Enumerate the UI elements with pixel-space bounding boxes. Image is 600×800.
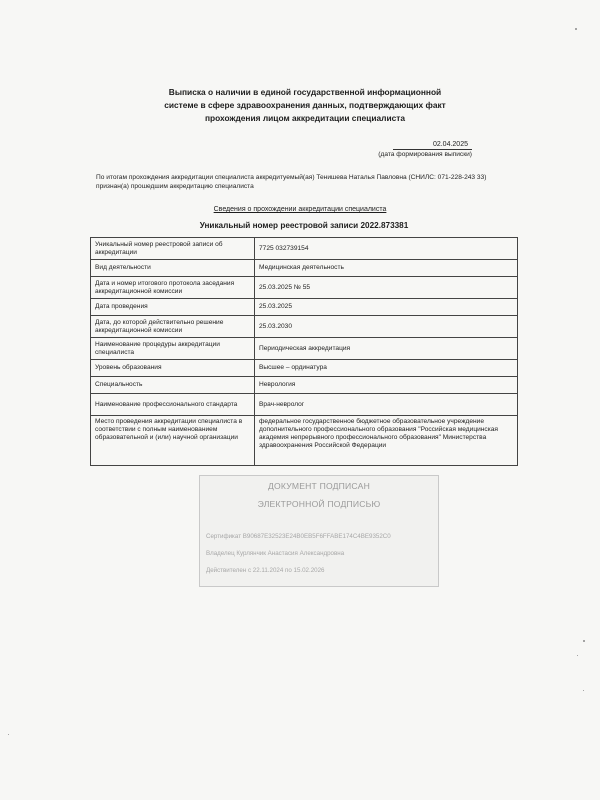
stamp-validity: Действителен с 22.11.2024 по 15.02.2026 — [206, 567, 325, 574]
table-row — [91, 238, 518, 260]
formation-date: 02.04.2025 — [393, 141, 472, 150]
row-label: Специальность — [91, 377, 255, 394]
row-label: Дата проведения — [91, 299, 255, 316]
title-line: Выписка о наличии в единой государственной информационной — [168, 87, 442, 97]
scan-speck — [575, 28, 577, 30]
stamp-subheading: ЭЛЕКТРОННОЙ ПОДПИСЬЮ — [257, 499, 381, 509]
scan-speck — [583, 690, 584, 691]
row-value: 7725 032739154 — [255, 238, 518, 260]
table-row — [91, 416, 518, 466]
scan-speck — [8, 734, 9, 735]
document-title — [140, 86, 470, 125]
row-value: 25.03.2025 № 55 — [255, 277, 518, 299]
formation-date-block — [322, 141, 472, 158]
title-line: прохождения лицом аккредитации специалиста — [204, 113, 406, 123]
title-line: системе в сфере здравоохранения данных, подтверждающих факт — [164, 100, 446, 110]
row-value: Периодическая аккредитация — [255, 338, 518, 360]
row-label: Дата и номер итогового протокола заседания аккредитационной комиссии — [91, 277, 255, 299]
table-row — [91, 360, 518, 377]
row-label: Уникальный номер реестровой записи об аккредитации — [91, 238, 255, 260]
table-row — [91, 377, 518, 394]
scan-speck — [583, 640, 585, 642]
row-value: Неврология — [255, 377, 518, 394]
formation-date-caption: (дата формирования выписки) — [378, 151, 472, 158]
row-label: Дата, до которой действительно решение аккредитационной комиссии — [91, 316, 255, 338]
stamp-certificate: Сертификат B90687E32523E24B0EB5F6FFABE174C4BE9352C0 — [206, 533, 391, 540]
record-number-heading: Уникальный номер реестровой записи 2022.873381 — [199, 221, 409, 230]
section-heading: Сведения о прохождении аккредитации специалиста — [213, 206, 387, 213]
row-label: Наименование профессионального стандарта — [91, 394, 255, 416]
row-value: 25.03.2030 — [255, 316, 518, 338]
stamp-owner: Владелец Курлянчик Анастасия Александровна — [206, 550, 345, 557]
table-row — [91, 316, 518, 338]
row-value: 25.03.2025 — [255, 299, 518, 316]
intro-paragraph: По итогам прохождения аккредитации специалиста аккредитуемый(ая) Тенишева Наталья Павловна (СНИЛС: 071-228-243 33) признан(а) прошедшим аккредитацию специалиста — [96, 174, 487, 190]
table-row — [91, 338, 518, 360]
row-label: Уровень образования — [91, 360, 255, 377]
table-row — [91, 299, 518, 316]
electronic-signature-stamp — [199, 475, 439, 587]
table-row — [91, 260, 518, 277]
row-value: Высшее – ординатура — [255, 360, 518, 377]
row-label: Наименование процедуры аккредитации специалиста — [91, 338, 255, 360]
table-row — [91, 394, 518, 416]
accreditation-table — [90, 237, 518, 466]
row-value: Врач-невролог — [255, 394, 518, 416]
row-value: федеральное государственное бюджетное образовательное учреждение дополнительного профессионального образования "Российская медицинская академия непрерывного профессионального образования" Министерства здравоохранения Российской Федерации — [255, 416, 518, 466]
row-label: Место проведения аккредитации специалиста в соответствии с полным наименованием образовательной и (или) научной организации — [91, 416, 255, 466]
table-row — [91, 277, 518, 299]
scan-speck — [577, 655, 578, 656]
row-label: Вид деятельности — [91, 260, 255, 277]
stamp-heading: ДОКУМЕНТ ПОДПИСАН — [267, 481, 370, 491]
row-value: Медицинская деятельность — [255, 260, 518, 277]
